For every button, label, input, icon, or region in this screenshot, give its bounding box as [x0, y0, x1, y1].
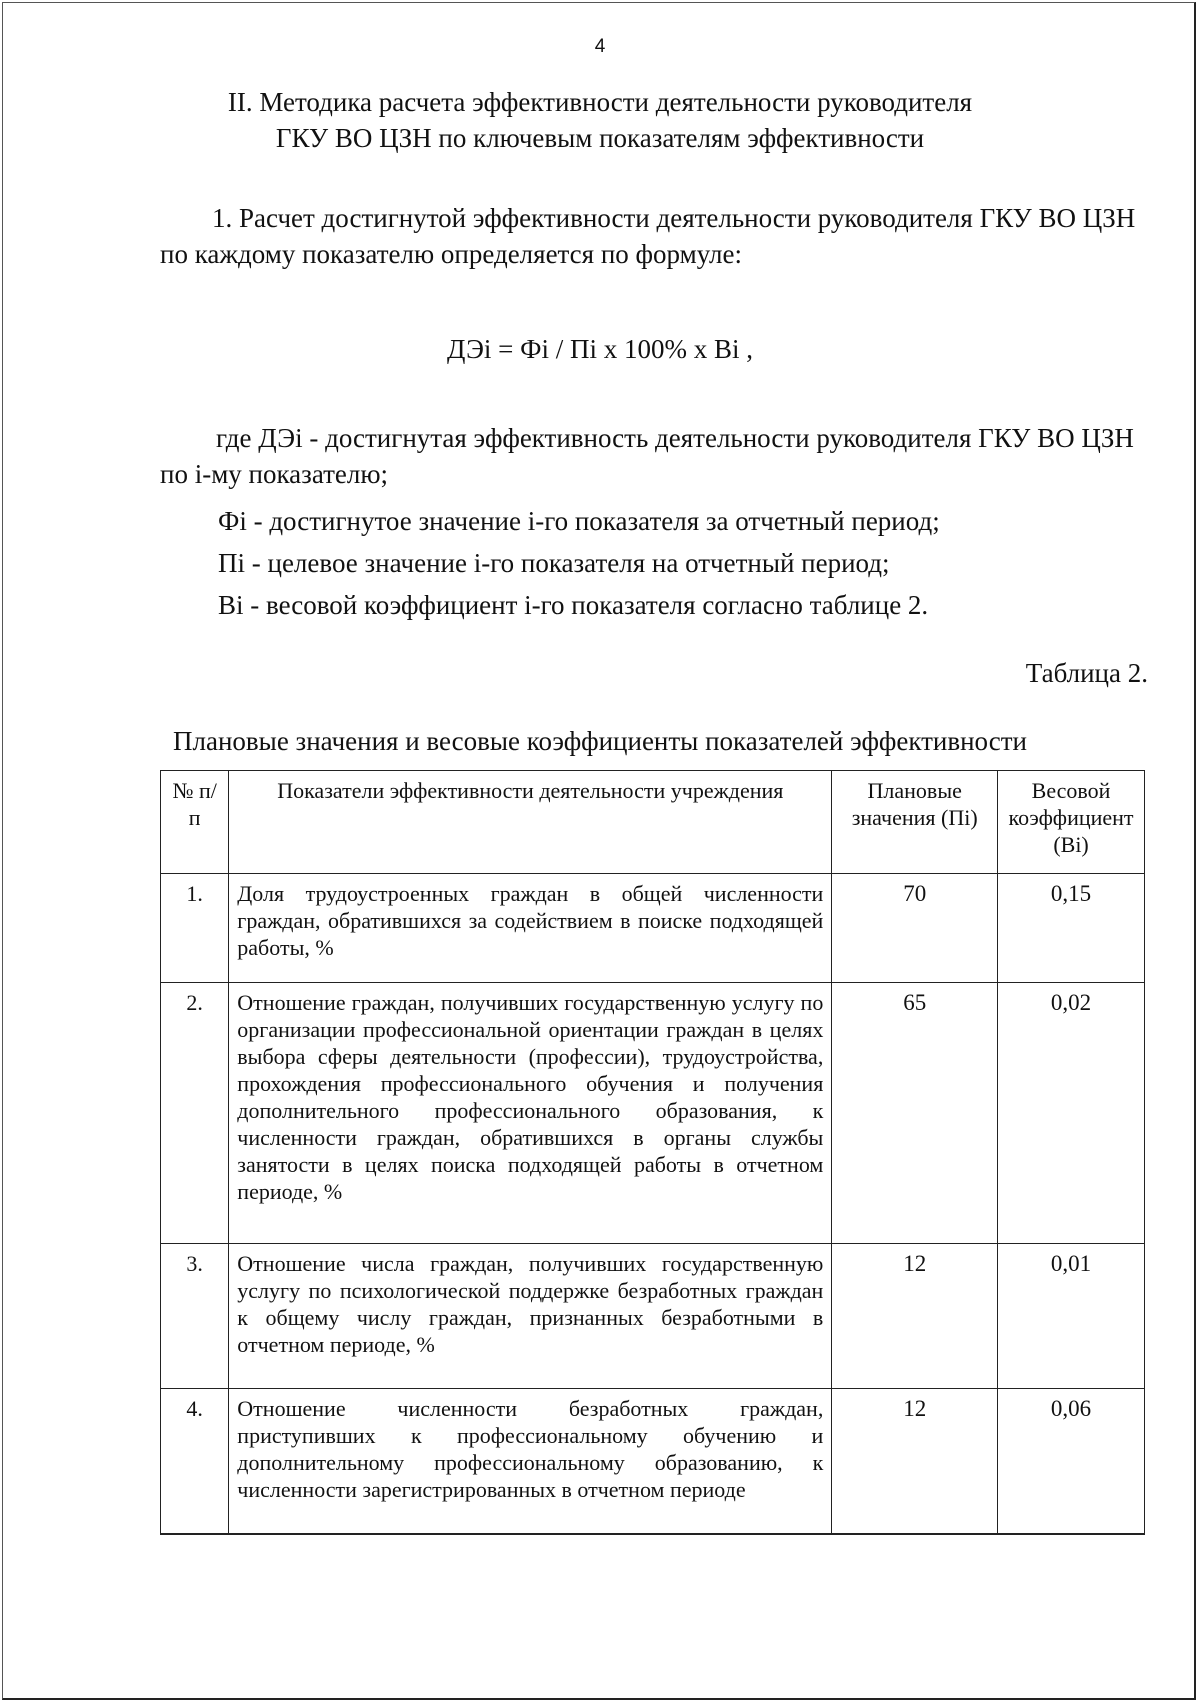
table-label: Таблица 2.: [1025, 658, 1148, 688]
table-row: [161, 874, 1145, 983]
section-title-line-2: ГКУ ВО ЦЗН по ключевым показателям эффективности: [275, 123, 925, 153]
table-title: Плановые значения и весовые коэффициенты показателей эффективности: [173, 726, 1027, 756]
header-weight-coefficient: Весовой коэффициент (Вi): [998, 771, 1145, 874]
row-indicator: Отношение числа граждан, получивших государственную услугу по психологической поддержке безработных граждан к общему числу граждан, признанных безработными в отчетном периоде, %: [229, 1244, 832, 1389]
row-weight: 0,02: [998, 983, 1145, 1244]
efficiency-formula: ДЭi = Фi / Пi x 100% x Вi ,: [447, 334, 753, 364]
row-number: 1.: [161, 874, 229, 983]
page-number: 4: [594, 36, 606, 57]
header-plan-value: Плановые значения (Пi): [832, 771, 998, 874]
row-indicator: Отношение численности безработных граждан, приступивших к профессиональному обучению и дополнительному профессиональному образованию, к численности зарегистрированных в отчетном периоде: [229, 1389, 832, 1535]
paragraph-calculation-rule: 1. Расчет достигнутой эффективности деятельности руководителя ГКУ ВО ЦЗН по каждому показателю определяется по формуле:: [160, 203, 1136, 269]
row-number: 4.: [161, 1389, 229, 1535]
row-plan-value: 70: [832, 874, 998, 983]
section-title-line-1: II. Методика расчета эффективности деятельности руководителя: [227, 87, 973, 117]
row-weight: 0,15: [998, 874, 1145, 983]
definition-fi: Фi - достигнутое значение i-го показателя за отчетный период;: [218, 506, 940, 536]
definition-pi: Пi - целевое значение i-го показателя на отчетный период;: [218, 548, 890, 578]
row-weight: 0,01: [998, 1244, 1145, 1389]
table-header-row: [161, 771, 1145, 874]
row-plan-value: 65: [832, 983, 998, 1244]
header-indicator: Показатели эффективности деятельности учреждения: [229, 771, 832, 874]
table-row: [161, 983, 1145, 1244]
kpi-table: [160, 770, 1145, 1535]
row-number: 2.: [161, 983, 229, 1244]
table-row: [161, 1244, 1145, 1389]
row-indicator: Отношение граждан, получивших государственную услугу по организации профессиональной ориентации граждан в целях выбора сферы деятельности (профессии), трудоустройства, прохождения профессионального обучения и получения дополнительного профессионального образования, к численности граждан, обратившихся в органы службы занятости в целях поиска подходящей работы в отчетном периоде, %: [229, 983, 832, 1244]
section-title: [0, 84, 1200, 156]
row-plan-value: 12: [832, 1244, 998, 1389]
header-number: № п/п: [161, 771, 229, 874]
row-indicator: Доля трудоустроенных граждан в общей численности граждан, обратившихся за содействием в поиске подходящей работы, %: [229, 874, 832, 983]
paragraph-formula-legend: где ДЭi - достигнутая эффективность деятельности руководителя ГКУ ВО ЦЗН по i-му показателю;: [160, 423, 1134, 489]
row-number: 3.: [161, 1244, 229, 1389]
row-plan-value: 12: [832, 1389, 998, 1535]
row-weight: 0,06: [998, 1389, 1145, 1535]
table-row: [161, 1389, 1145, 1535]
definition-vi: Вi - весовой коэффициент i-го показателя согласно таблице 2.: [218, 590, 929, 620]
